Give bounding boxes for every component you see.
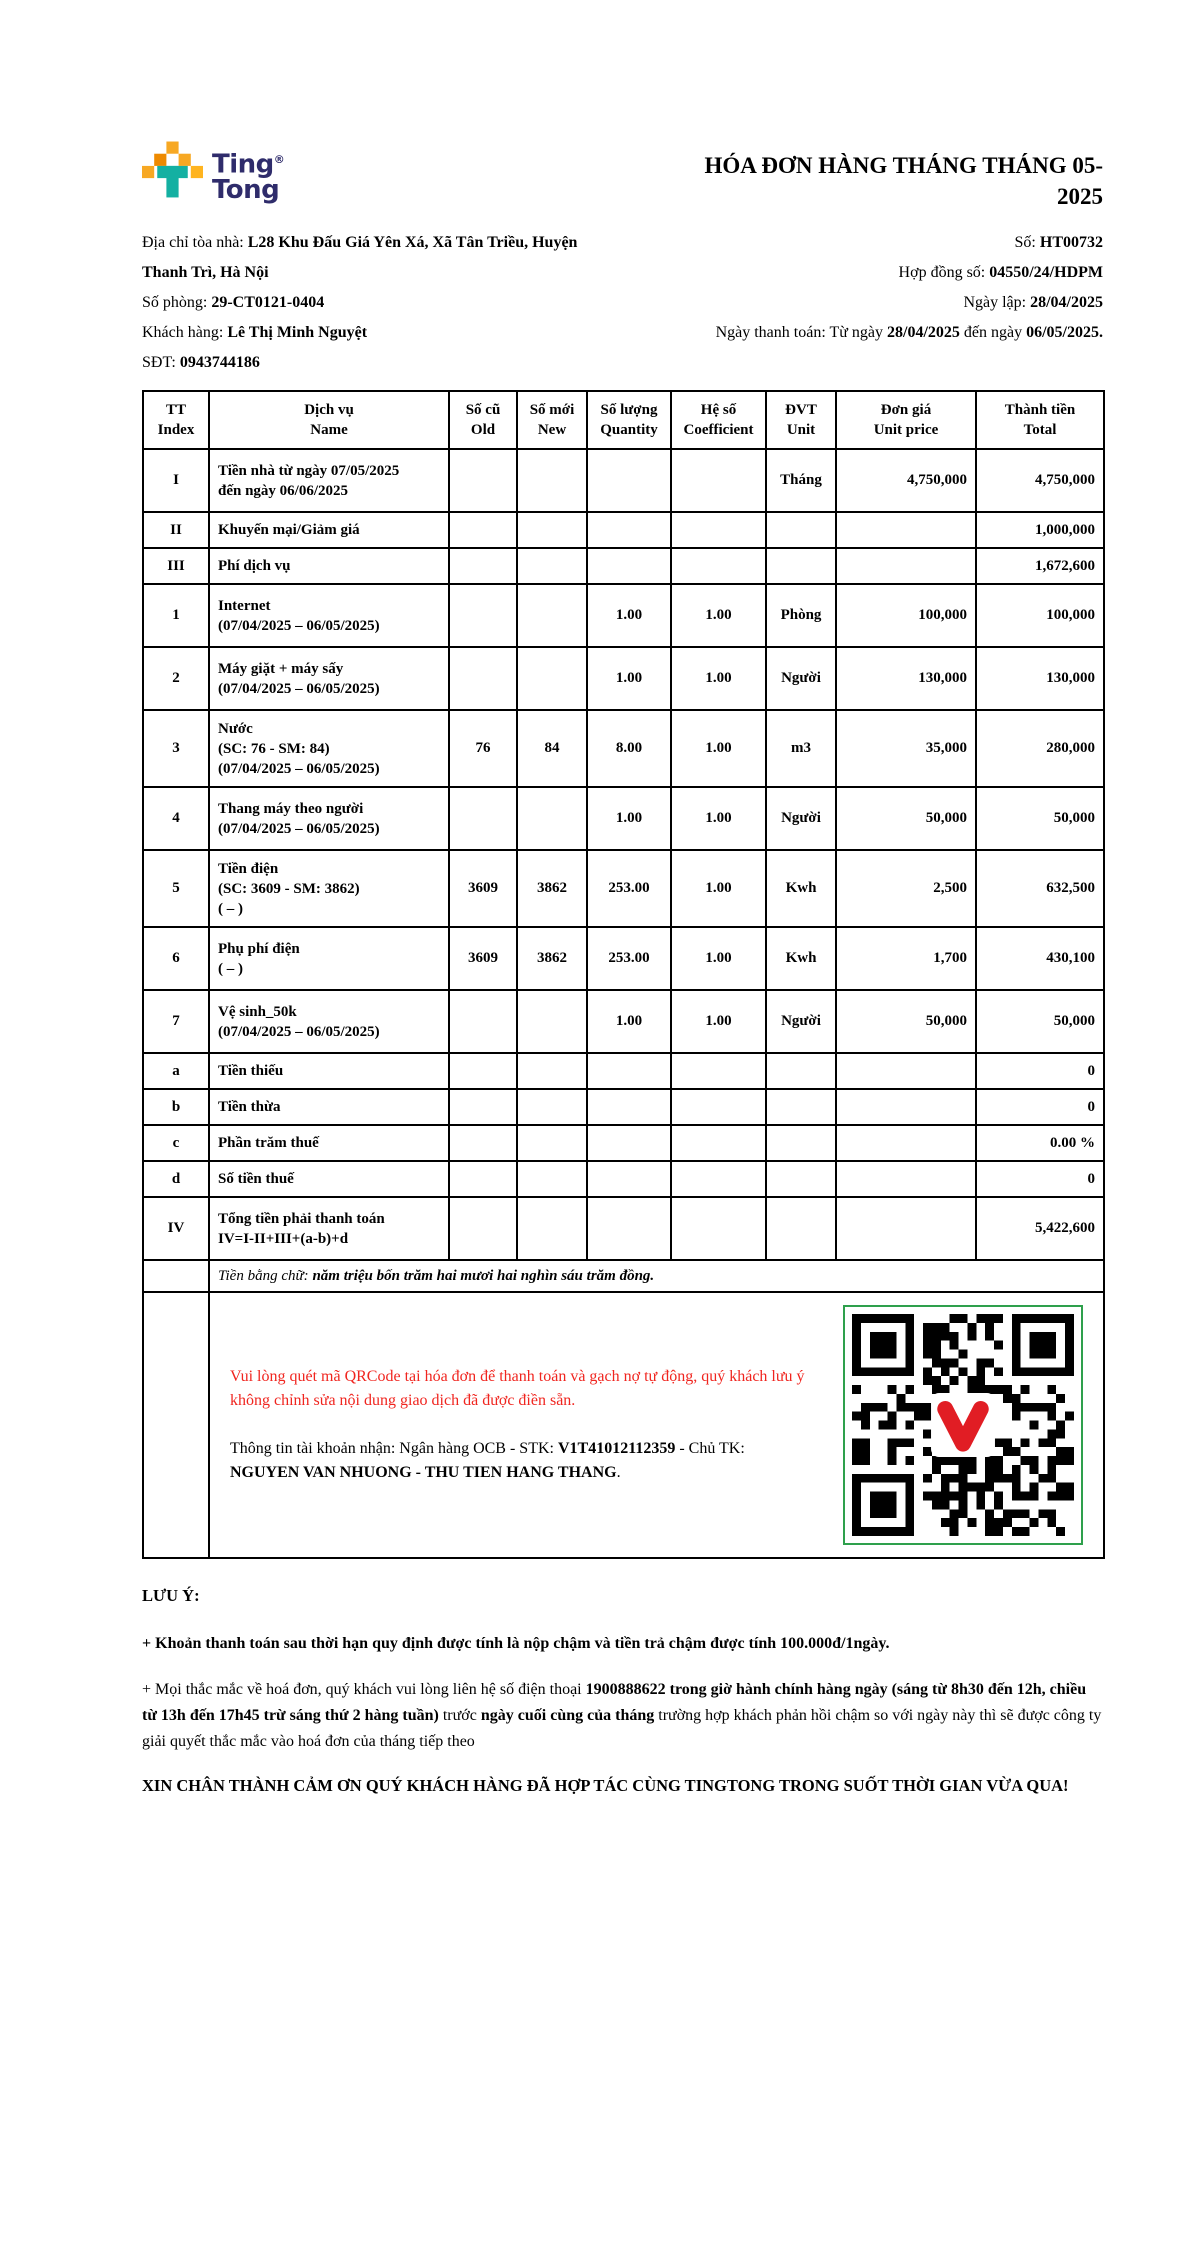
cell-coefficient xyxy=(671,1089,766,1125)
cell-quantity: 1.00 xyxy=(587,584,671,647)
building-info xyxy=(142,228,603,378)
cell-coefficient: 1.00 xyxy=(671,990,766,1053)
registered-mark-icon: ® xyxy=(273,153,285,166)
cell-old: 3609 xyxy=(449,927,517,990)
cell-new xyxy=(517,1161,587,1197)
header-cell-unit-price: Đơn giá Unit price xyxy=(836,391,976,449)
contact-note: + Mọi thắc mắc về hoá đơn, quý khách vui lòng liên hệ số điện thoại 1900888622 trong giờ hành chính hàng ngày (sáng từ 8h30 đến 12h, chiều từ 13h đến 17h45 trừ sáng thứ 2 hàng tuần) trước ngày cuối cùng của tháng trường hợp khách phản hồi chậm so với ngày này thì sẽ được công ty giải quyết thắc mắc vào hoá đơn của tháng tiếp theo xyxy=(142,1681,1102,1750)
cell-coefficient: 1.00 xyxy=(671,787,766,850)
cell-unit-price xyxy=(836,512,976,548)
cell-unit-price: 35,000 xyxy=(836,710,976,787)
cell-old xyxy=(449,1197,517,1260)
cell-unit: m3 xyxy=(766,710,836,787)
cell-new xyxy=(517,1089,587,1125)
cell-name: Vệ sinh_50k (07/04/2025 – 06/05/2025) xyxy=(209,990,449,1053)
tingtong-icon xyxy=(142,140,203,202)
cell-total: 0.00 % xyxy=(976,1125,1104,1161)
cell-new xyxy=(517,1197,587,1260)
cell-quantity: 1.00 xyxy=(587,787,671,850)
table-row-IV xyxy=(143,1197,1104,1260)
cell-total: 0 xyxy=(976,1089,1104,1125)
cell-old xyxy=(449,1089,517,1125)
cell-old xyxy=(449,990,517,1053)
cell-unit-price: 130,000 xyxy=(836,647,976,710)
bank-account-info: Thông tin tài khoản nhận: Ngân hàng OCB - STK: V1T41012112359 - Chủ TK: NGUYEN VAN NHUONG - THU TIEN HANG THANG. xyxy=(230,1440,745,1481)
cell-quantity: 253.00 xyxy=(587,927,671,990)
cell-total: 4,750,000 xyxy=(976,449,1104,512)
cell-quantity xyxy=(587,1161,671,1197)
cell-old xyxy=(449,1125,517,1161)
table-row-7 xyxy=(143,990,1104,1053)
header-cell-unit: ĐVT Unit xyxy=(766,391,836,449)
cell-index: b xyxy=(143,1089,209,1125)
table-row-3 xyxy=(143,710,1104,787)
cell-quantity xyxy=(587,1053,671,1089)
cell-index: c xyxy=(143,1125,209,1161)
invoice-title xyxy=(583,140,1103,212)
cell-unit-price: 50,000 xyxy=(836,787,976,850)
cell-name: Nước (SC: 76 - SM: 84) (07/04/2025 – 06/05/2025) xyxy=(209,710,449,787)
cell-new: 3862 xyxy=(517,927,587,990)
invoice-title-line-2: 2025 xyxy=(1057,184,1103,209)
cell-index: II xyxy=(143,512,209,548)
cell-name: Tiền nhà từ ngày 07/05/2025 đến ngày 06/06/2025 xyxy=(209,449,449,512)
brand-wordmark xyxy=(212,147,284,203)
cell-total: 430,100 xyxy=(976,927,1104,990)
invoice-title-line-1: HÓA ĐƠN HÀNG THÁNG THÁNG 05- xyxy=(704,153,1103,178)
cell-total: 130,000 xyxy=(976,647,1104,710)
cell-name: Thang máy theo người (07/04/2025 – 06/05/2025) xyxy=(209,787,449,850)
cell-unit: Tháng xyxy=(766,449,836,512)
cell-total: 0 xyxy=(976,1053,1104,1089)
invoice-number: Số: HT00732 xyxy=(1014,234,1103,251)
cell-total: 280,000 xyxy=(976,710,1104,787)
cell-quantity xyxy=(587,1197,671,1260)
issue-date: Ngày lập: 28/04/2025 xyxy=(963,294,1103,311)
qr-instruction-text: Vui lòng quét mã QRCode tại hóa đơn để thanh toán và gạch nợ tự động, quý khách lưu ý không chỉnh sửa nội dung giao dịch đã được điền sẵn. xyxy=(230,1368,805,1409)
cell-old: 3609 xyxy=(449,850,517,927)
cell-index: 3 xyxy=(143,710,209,787)
cell-unit: Kwh xyxy=(766,850,836,927)
header-cell-index: TT Index xyxy=(143,391,209,449)
cell-unit-price: 1,700 xyxy=(836,927,976,990)
table-row-4 xyxy=(143,787,1104,850)
cell-coefficient xyxy=(671,548,766,584)
cell-unit xyxy=(766,1089,836,1125)
cell-new xyxy=(517,1125,587,1161)
cell-coefficient xyxy=(671,449,766,512)
table-header-row xyxy=(143,391,1104,449)
cell-index: a xyxy=(143,1053,209,1089)
cell-name: Tiền điện (SC: 3609 - SM: 3862) ( – ) xyxy=(209,850,449,927)
amount-in-words-row xyxy=(143,1260,1104,1292)
cell-total: 632,500 xyxy=(976,850,1104,927)
payment-row xyxy=(143,1292,1104,1558)
cell-quantity: 8.00 xyxy=(587,710,671,787)
header-cell-quantity: Số lượng Quantity xyxy=(587,391,671,449)
cell-name: Phần trăm thuế xyxy=(209,1125,449,1161)
cell-old xyxy=(449,548,517,584)
cell-quantity xyxy=(587,1089,671,1125)
cell-index: 6 xyxy=(143,927,209,990)
empty-index-cell xyxy=(143,1292,209,1558)
cell-total: 50,000 xyxy=(976,990,1104,1053)
qr-border-box xyxy=(843,1305,1083,1545)
customer-phone: SĐT: 0943744186 xyxy=(142,354,260,371)
cell-coefficient xyxy=(671,1197,766,1260)
cell-old xyxy=(449,787,517,850)
cell-new xyxy=(517,449,587,512)
cell-name: Tiền thừa xyxy=(209,1089,449,1125)
brand-word-ting: Ting xyxy=(212,149,274,180)
cell-total: 50,000 xyxy=(976,787,1104,850)
cell-quantity xyxy=(587,548,671,584)
cell-unit: Người xyxy=(766,647,836,710)
payment-cell xyxy=(209,1292,1104,1558)
invoice-table xyxy=(142,390,1105,1559)
cell-old xyxy=(449,1161,517,1197)
cell-name: Máy giặt + máy sấy (07/04/2025 – 06/05/2025) xyxy=(209,647,449,710)
cell-name: Internet (07/04/2025 – 06/05/2025) xyxy=(209,584,449,647)
cell-name: Phụ phí điện ( – ) xyxy=(209,927,449,990)
cell-name: Tiền thiếu xyxy=(209,1053,449,1089)
payment-instructions xyxy=(230,1365,810,1485)
header-cell-new: Số mới New xyxy=(517,391,587,449)
cell-coefficient: 1.00 xyxy=(671,850,766,927)
cell-unit-price: 2,500 xyxy=(836,850,976,927)
table-row-2 xyxy=(143,647,1104,710)
amount-in-words-cell xyxy=(209,1260,1104,1292)
table-row-b xyxy=(143,1089,1104,1125)
cell-new xyxy=(517,1053,587,1089)
cell-index: 5 xyxy=(143,850,209,927)
header-cell-name: Dịch vụ Name xyxy=(209,391,449,449)
cell-unit xyxy=(766,1161,836,1197)
table-row-5 xyxy=(143,850,1104,927)
cell-total: 0 xyxy=(976,1161,1104,1197)
cell-quantity: 1.00 xyxy=(587,647,671,710)
empty-index-cell xyxy=(143,1260,209,1292)
amount-words-value: năm triệu bốn trăm hai mươi hai nghìn sáu trăm đồng. xyxy=(312,1267,655,1284)
cell-index: 7 xyxy=(143,990,209,1053)
cell-unit-price: 100,000 xyxy=(836,584,976,647)
payment-period: Ngày thanh toán: Từ ngày 28/04/2025 đến ngày 06/05/2025. xyxy=(715,324,1103,341)
cell-unit-price xyxy=(836,1053,976,1089)
cell-coefficient: 1.00 xyxy=(671,647,766,710)
cell-total: 1,000,000 xyxy=(976,512,1104,548)
cell-quantity xyxy=(587,1125,671,1161)
cell-new xyxy=(517,512,587,548)
table-row-d xyxy=(143,1161,1104,1197)
cell-unit xyxy=(766,548,836,584)
invoice-meta xyxy=(603,228,1103,378)
cell-new xyxy=(517,548,587,584)
thanks-note: XIN CHÂN THÀNH CẢM ƠN QUÝ KHÁCH HÀNG ĐÃ HỢP TÁC CÙNG TINGTONG TRONG SUỐT THỜI GIAN VỪA QUA! xyxy=(142,1776,1069,1795)
cell-new xyxy=(517,990,587,1053)
cell-coefficient xyxy=(671,1053,766,1089)
table-row-II xyxy=(143,512,1104,548)
cell-unit: Phòng xyxy=(766,584,836,647)
cell-total: 100,000 xyxy=(976,584,1104,647)
cell-new: 3862 xyxy=(517,850,587,927)
cell-unit xyxy=(766,1125,836,1161)
cell-unit-price: 50,000 xyxy=(836,990,976,1053)
header-cell-old: Số cũ Old xyxy=(449,391,517,449)
cell-unit-price xyxy=(836,1089,976,1125)
cell-name: Số tiền thuế xyxy=(209,1161,449,1197)
cell-index: I xyxy=(143,449,209,512)
invoice-info xyxy=(142,228,1103,378)
cell-old xyxy=(449,1053,517,1089)
brand-logo xyxy=(142,140,284,203)
cell-old xyxy=(449,449,517,512)
cell-quantity xyxy=(587,512,671,548)
cell-unit xyxy=(766,1197,836,1260)
table-row-c xyxy=(143,1125,1104,1161)
table-row-1 xyxy=(143,584,1104,647)
amount-words-label: Tiền bằng chữ: xyxy=(218,1267,309,1284)
cell-new: 84 xyxy=(517,710,587,787)
cell-unit-price: 4,750,000 xyxy=(836,449,976,512)
contract-number: Hợp đồng số: 04550/24/HDPM xyxy=(898,264,1103,281)
cell-quantity xyxy=(587,449,671,512)
cell-unit-price xyxy=(836,1197,976,1260)
cell-unit xyxy=(766,512,836,548)
cell-coefficient: 1.00 xyxy=(671,584,766,647)
cell-coefficient xyxy=(671,1125,766,1161)
building-address-line-1: Địa chỉ tòa nhà: L28 Khu Đấu Giá Yên Xá, Xã Tân Triều, Huyện xyxy=(142,234,578,251)
cell-index: 4 xyxy=(143,787,209,850)
cell-index: III xyxy=(143,548,209,584)
notes-heading: LƯU Ý: xyxy=(142,1586,200,1605)
room-number: Số phòng: 29-CT0121-0404 xyxy=(142,294,325,311)
cell-name: Tổng tiền phải thanh toán IV=I-II+III+(a-b)+d xyxy=(209,1197,449,1260)
table-row-6 xyxy=(143,927,1104,990)
cell-total: 5,422,600 xyxy=(976,1197,1104,1260)
cell-coefficient: 1.00 xyxy=(671,710,766,787)
invoice-header xyxy=(142,0,1103,212)
cell-unit-price xyxy=(836,1125,976,1161)
cell-quantity: 253.00 xyxy=(587,850,671,927)
qr-code xyxy=(852,1314,1074,1536)
header-cell-coefficient: Hệ số Coefficient xyxy=(671,391,766,449)
table-row-I xyxy=(143,449,1104,512)
cell-unit: Kwh xyxy=(766,927,836,990)
invoice-content xyxy=(142,0,1103,1799)
cell-coefficient xyxy=(671,1161,766,1197)
brand-word-tong: Tong xyxy=(212,174,280,205)
cell-old: 76 xyxy=(449,710,517,787)
cell-name: Khuyến mại/Giảm giá xyxy=(209,512,449,548)
header-cell-total: Thành tiền Total xyxy=(976,391,1104,449)
cell-unit-price xyxy=(836,548,976,584)
cell-new xyxy=(517,584,587,647)
building-address-line-2: Thanh Trì, Hà Nội xyxy=(142,264,269,281)
cell-index: 1 xyxy=(143,584,209,647)
cell-index: IV xyxy=(143,1197,209,1260)
cell-unit-price xyxy=(836,1161,976,1197)
table-row-a xyxy=(143,1053,1104,1089)
cell-unit: Người xyxy=(766,787,836,850)
late-fee-note: + Khoản thanh toán sau thời hạn quy định được tính là nộp chậm và tiền trả chậm được tính 100.000đ/1ngày. xyxy=(142,1635,890,1652)
cell-new xyxy=(517,647,587,710)
cell-old xyxy=(449,512,517,548)
table-row-III xyxy=(143,548,1104,584)
cell-coefficient: 1.00 xyxy=(671,927,766,990)
cell-index: d xyxy=(143,1161,209,1197)
customer-name: Khách hàng: Lê Thị Minh Nguyệt xyxy=(142,324,368,341)
cell-old xyxy=(449,647,517,710)
cell-quantity: 1.00 xyxy=(587,990,671,1053)
cell-total: 1,672,600 xyxy=(976,548,1104,584)
cell-unit: Người xyxy=(766,990,836,1053)
cell-coefficient xyxy=(671,512,766,548)
cell-unit xyxy=(766,1053,836,1089)
cell-new xyxy=(517,787,587,850)
cell-old xyxy=(449,584,517,647)
cell-index: 2 xyxy=(143,647,209,710)
cell-name: Phí dịch vụ xyxy=(209,548,449,584)
notes-section xyxy=(142,1583,1103,1799)
